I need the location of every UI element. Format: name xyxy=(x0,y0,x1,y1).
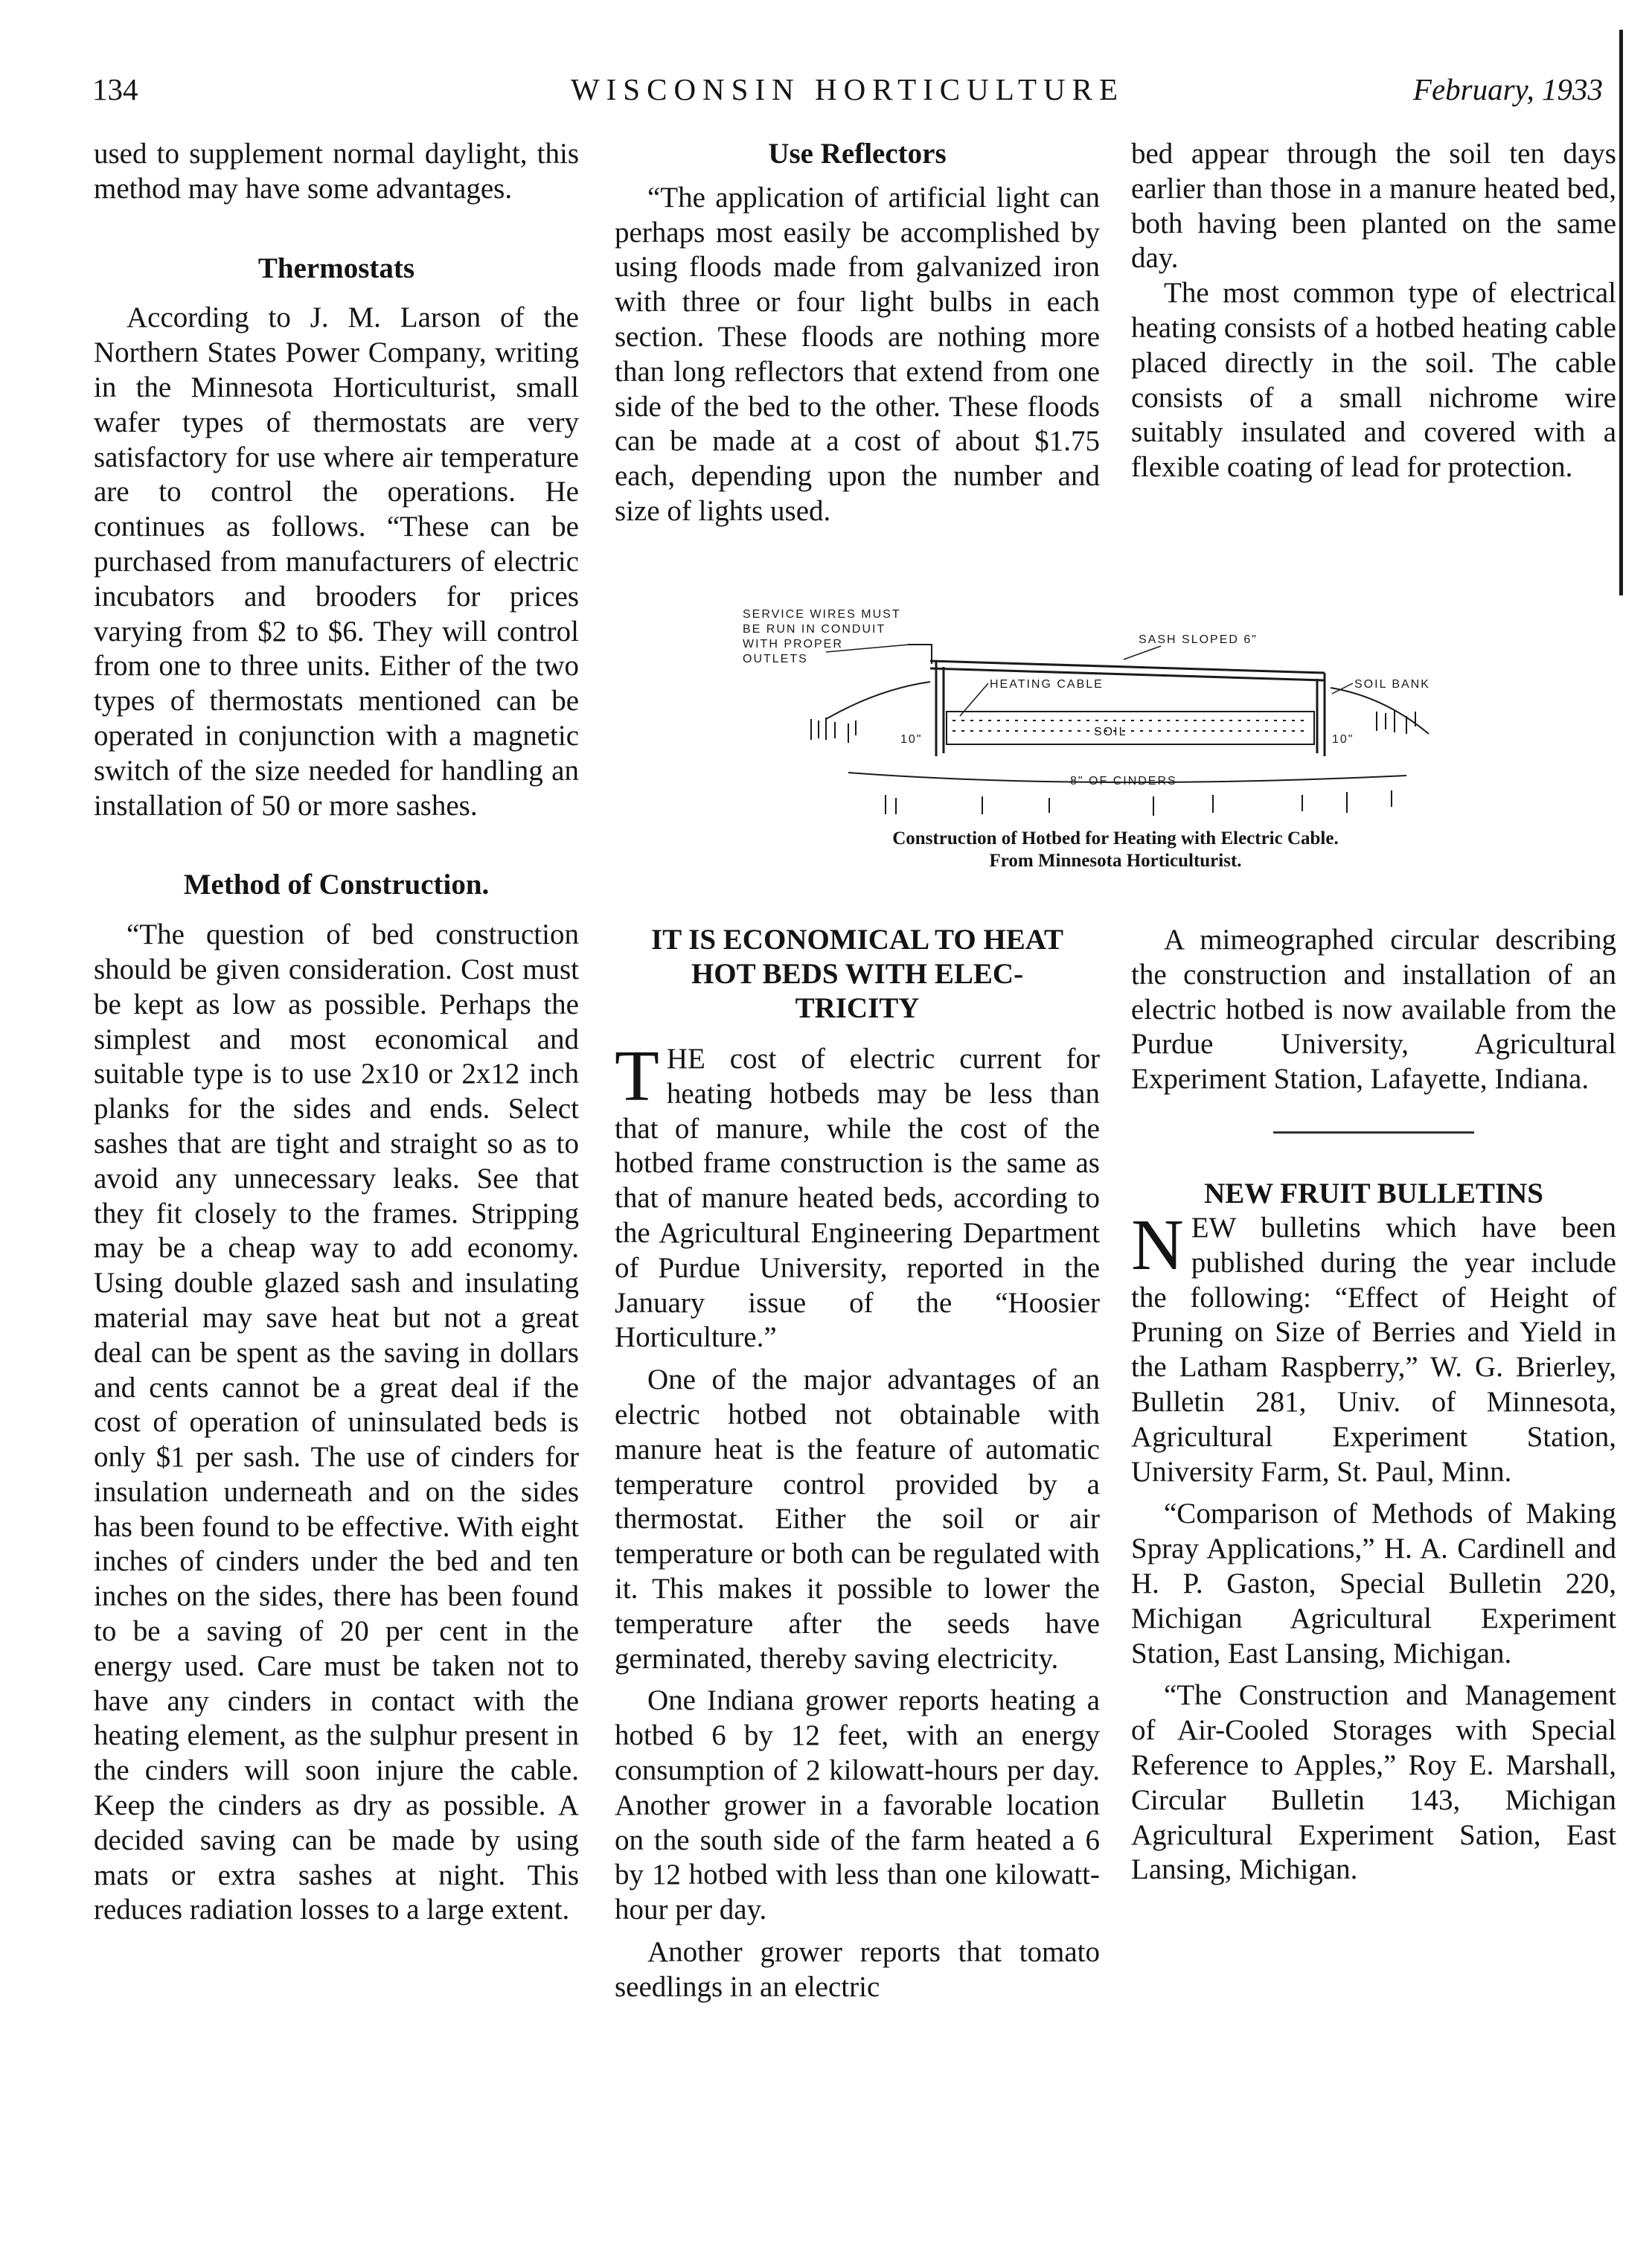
soil-bank-left xyxy=(826,682,930,719)
construction-heading: Method of Construction. xyxy=(183,869,490,901)
article-title xyxy=(615,923,1100,1026)
article-economical-heat xyxy=(615,923,1100,2005)
paragraph-intro: used to supplement normal daylight, this method may have some advantages. xyxy=(94,138,579,205)
bulletins-paragraph-1-text: EW bulletins which have been published during the year include the following: “Effect of Height of Pruning on Size of Berries and Yield in the Latham Raspberry,” W. G. Brierley, Bulletin 281, Univ. of Minnesota, Agricultural Experiment Station, University Farm, St. Paul, Minn. xyxy=(1131,1211,1616,1488)
figure-caption xyxy=(615,828,1616,872)
label-ten-left: 10" xyxy=(900,733,923,746)
column-3-top xyxy=(1131,137,1616,485)
margin-rule xyxy=(1619,30,1623,595)
drop-cap-t: T xyxy=(615,1036,659,1116)
bulletins-title: NEW FRUIT BULLETINS xyxy=(1204,1177,1543,1210)
paragraph-thermostats: According to J. M. Larson of the Northern States Power Company, writing in the Minnesota Horticulturist, small wafer types of thermostats are very satisfactory for use where air temperature are to control the operations. He continues as follows. “These can be purchased from manufacturers of electric incubators and brooders for prices varying from $2 to $6. They will control from one to three units. Either of the two types of thermostats mentioned can be operated in conjunction with a magnetic switch of the size needed for handling an installation of 50 or more sashes. xyxy=(94,301,579,822)
drop-cap-n: N xyxy=(1131,1204,1184,1285)
column-3-bottom xyxy=(1131,923,1616,1888)
article-title-line-3: TRICITY xyxy=(795,992,920,1024)
page-number: 134 xyxy=(92,72,138,106)
caption-line-2: From Minnesota Horticulturist. xyxy=(989,851,1242,871)
issue-date: February, 1933 xyxy=(1412,72,1603,106)
soil-bank-right xyxy=(1331,688,1429,734)
paragraph-continue: bed appear through the soil ten days earlier than those in a manure heated bed, both having been planted on the same day. xyxy=(1131,138,1616,275)
reflectors-heading: Use Reflectors xyxy=(768,138,947,170)
journal-title: WISCONSIN HORTICULTURE xyxy=(570,72,1125,106)
label-cinders: 8" OF CINDERS xyxy=(1070,775,1177,787)
article-paragraph-3: One Indiana grower reports heating a hotbed 6 by 12 feet, with an energy consumption of 2 kilowatt-hours per day. Another grower in a favorable location on the south side of the farm heated a 6 by 12 hotbed with less than one kilowatt-hour per day. xyxy=(615,1684,1100,1926)
article-title-line-1: IT IS ECONOMICAL TO HEAT xyxy=(650,924,1064,956)
label-cable: HEATING CABLE xyxy=(990,678,1104,691)
paragraph-mimeo: A mimeographed circular describing the construction and installation of an electric hotbed is now available from the Purdue University, Agricultural Experiment Station, Lafayette, Indiana. xyxy=(1131,924,1616,1096)
bulletins-paragraph-storage: “The Construction and Management of Air-Cooled Storages with Special Reference to Apples,” Roy E. Marshall, Circular Bulletin 143, Michigan Agricultural Experiment Sation, East Lansing, Michigan. xyxy=(1131,1679,1616,1886)
article-paragraph-1-text: HE cost of electric current for heating hotbeds may be less than that of manure, while the cost of the hotbed frame construction is the same as that of manure heated beds, according to the Agricultural Engineering Department of Purdue University, reported in the January issue of the “Hoosier Horticulture.” xyxy=(615,1043,1100,1354)
article-paragraph-2: One of the major advantages of an electric hotbed not obtainable with manure heat is the feature of automatic temperature control provided by a thermostat. Either the soil or air temperature or both can be regulated with it. This makes it possible to lower the temperature after the seeds have germinated, thereby saving electricity. xyxy=(615,1364,1100,1675)
article-title-line-2: HOT BEDS WITH ELEC- xyxy=(691,958,1024,990)
label-ten-right: 10" xyxy=(1332,733,1354,746)
label-soil: SOIL xyxy=(1094,726,1127,738)
hotbed-diagram xyxy=(737,600,1525,838)
section-divider xyxy=(1273,1131,1474,1134)
column-2-top xyxy=(615,137,1100,529)
running-header xyxy=(92,71,1603,116)
soil-bed xyxy=(947,712,1314,744)
paragraph-heating: The most common type of electrical heating consists of a hotbed heating cable placed directly in the soil. The cable consists of a small nichrome wire suitably insulated and covered with a flexible coating of lead for protection. xyxy=(1131,277,1616,484)
label-sash: SASH SLOPED 6" xyxy=(1139,633,1258,646)
leader-sash xyxy=(1124,646,1161,659)
article-paragraph-4: Another grower reports that tomato seedlings in an electric xyxy=(615,1935,1100,2003)
bulletins-paragraph-spray: “Comparison of Methods of Making Spray Applications,” H. A. Cardinell and H. P. Gaston, Special Bulletin 220, Michigan Agricultural Experiment Station, East Lansing, Michigan. xyxy=(1131,1498,1616,1669)
hotbed-drawing xyxy=(737,600,1525,831)
caption-line-1: Construction of Hotbed for Heating with Electric Cable. xyxy=(892,828,1339,849)
column-1 xyxy=(94,137,579,1928)
paragraph-reflectors: “The application of artificial light can perhaps most easily be accomplished by using floods made from galvanized iron with three or four light bulbs in each section. These floods are nothing more than long reflectors that extend from one side of the bed to the other. These floods can be made at a cost of about $1.75 each, depending upon the number and size of lights used. xyxy=(615,181,1100,527)
paragraph-construction: “The question of bed construction should be given consideration. Cost must be kept as low as possible. Perhaps the simplest and most economical and suitable type is to use 2x10 or 2x12 inch planks for the sides and ends. Select sashes that are tight and straight so as to avoid any unnecessary leaks. See that they fit closely to the frames. Stripping may be a cheap way to add economy. Using double glazed sash and insulating material may save heat but not a great deal can be spent as the saving in dollars and cents cannot be a great deal if the cost of operation of uninsulated beds is only $1 per sash. The use of cinders for insulation underneath and on the sides has been found to be effective. With eight inches of cinders under the bed and ten inches on the sides, there has been found to be a saving of 20 per cent in the energy used. Care must be taken not to have any cinders in contact with the heating element, as the sulphur present in the cinders will soon injure the cable. Keep the cinders as dry as possible. A decided saving can be made by using mats or extra sashes at night. This reduces radiation losses to a large extent. xyxy=(94,918,579,1926)
label-service-1: SERVICE WIRES MUST xyxy=(743,608,901,621)
thermostats-heading: Thermostats xyxy=(257,252,415,284)
label-service-4: OUTLETS xyxy=(743,653,808,665)
bulletins-paragraph-1 xyxy=(1131,1204,1616,1489)
article-paragraph-1 xyxy=(615,1036,1100,1355)
heating-cable xyxy=(953,720,1310,731)
conduit xyxy=(908,645,932,664)
label-soil-bank: SOIL BANK xyxy=(1354,678,1430,691)
label-service-3: WITH PROPER xyxy=(743,638,843,651)
label-service-2: BE RUN IN CONDUIT xyxy=(743,623,886,636)
